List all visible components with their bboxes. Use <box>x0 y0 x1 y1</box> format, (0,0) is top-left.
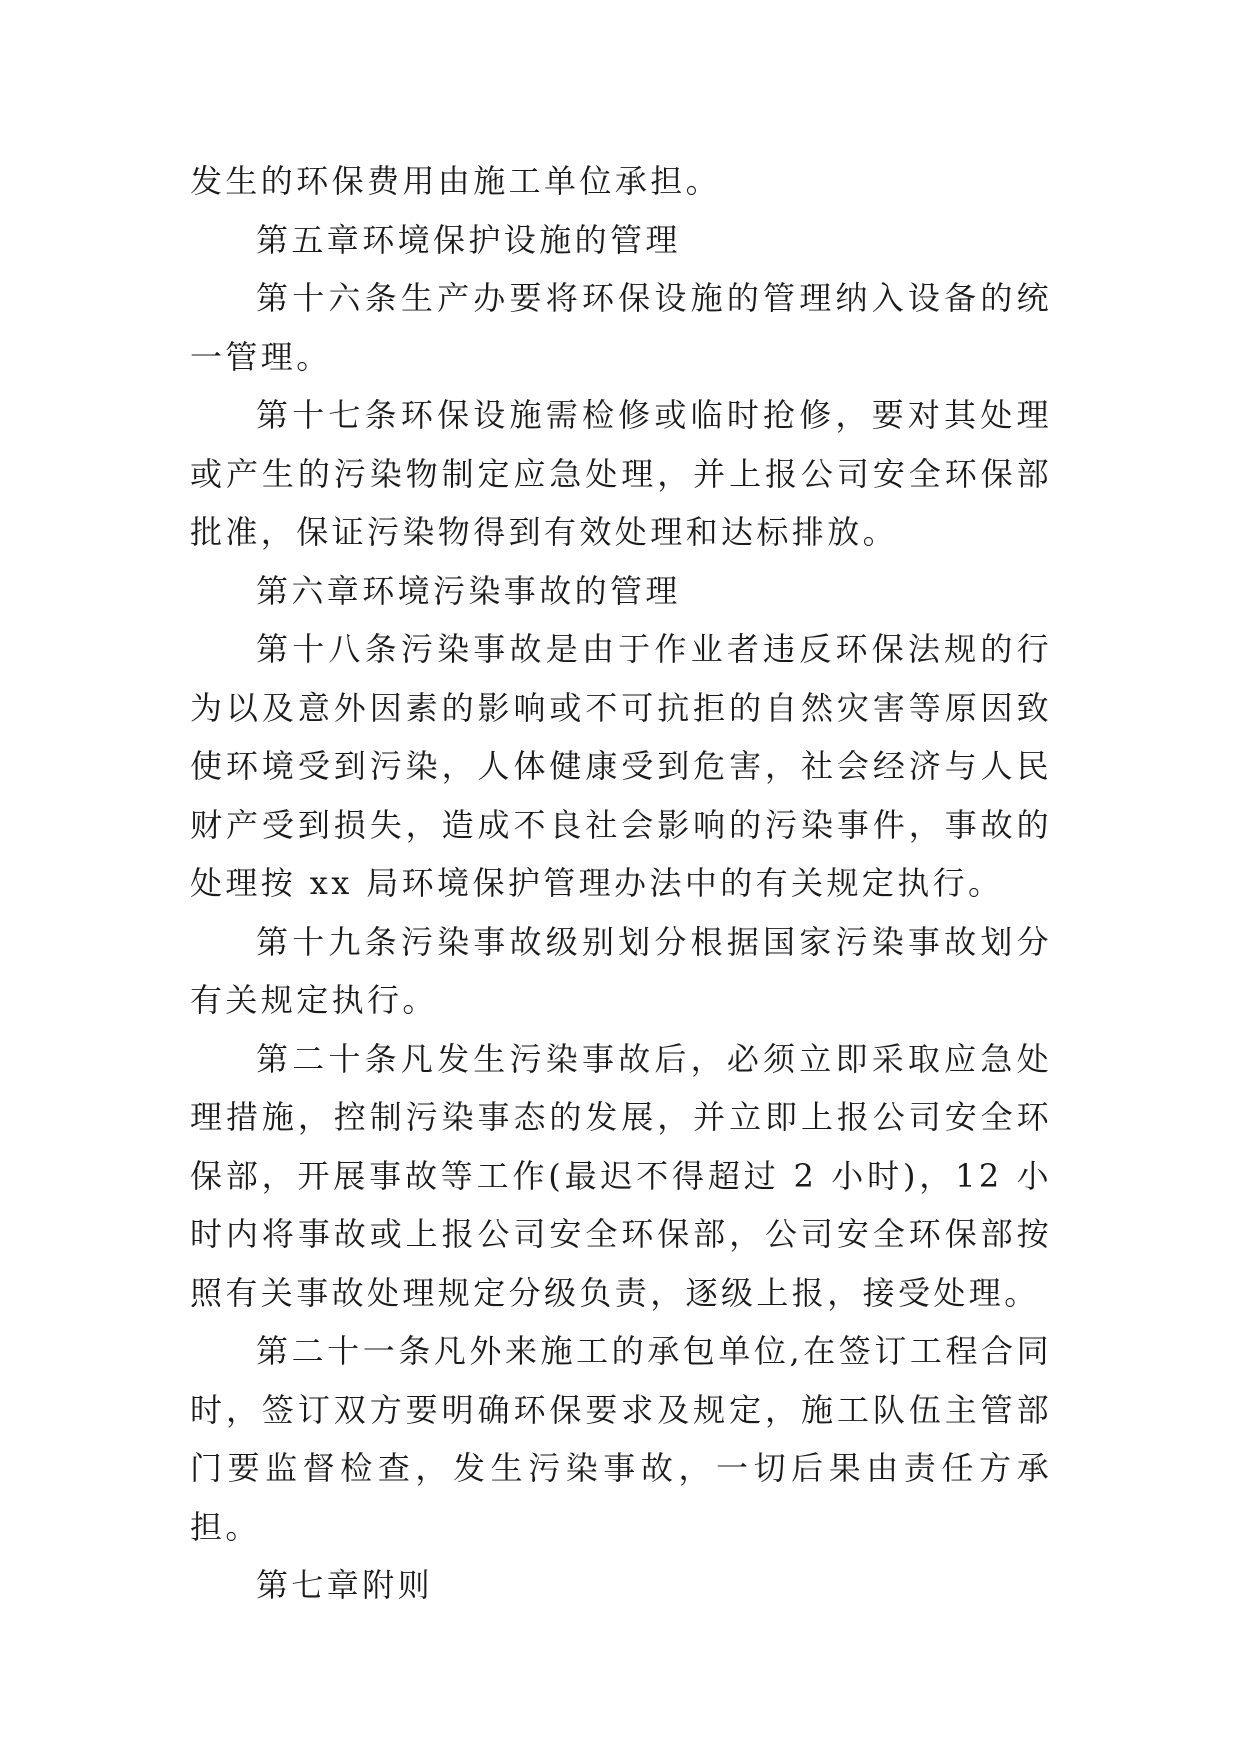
paragraph-article-17: 第十七条环保设施需检修或临时抢修，要对其处理或产生的污染物制定应急处理，并上报公司安全环保部批准，保证污染物得到有效处理和达标排放。 <box>190 396 1052 551</box>
paragraph-environmental-costs: 发生的环保费用由施工单位承担。 <box>190 162 722 200</box>
document-body <box>190 152 1052 1615</box>
paragraph-article-19: 第十九条污染事故级别划分根据国家污染事故划分有关规定执行。 <box>190 922 1052 1019</box>
heading-chapter-6: 第六章环境污染事故的管理 <box>256 571 681 610</box>
paragraph-article-20: 第二十条凡发生污染事故后，必须立即采取应急处理措施，控制污染事态的发展，并立即上报公司安全环保部，开展事故等工作(最迟不得超过 2 小时)，12 小时内将事故或上报公司安全环保部，公司安全环保部按照有关事故处理规定分级负责，逐级上报，接受处理。 <box>190 1039 1052 1312</box>
paragraph-article-18: 第十八条污染事故是由于作业者违反环保法规的行为以及意外因素的影响或不可抗拒的自然灾害等原因致使环境受到污染，人体健康受到危害，社会经济与人民财产受到损失，造成不良社会影响的污染事件，事故的处理按 xx 局环境保护管理办法中的有关规定执行。 <box>190 630 1052 902</box>
heading-chapter-5: 第五章环境保护设施的管理 <box>256 220 681 259</box>
paragraph-article-16: 第十六条生产办要将环保设施的管理纳入设备的统一管理。 <box>190 279 1052 376</box>
heading-chapter-7: 第七章附则 <box>256 1566 434 1604</box>
paragraph-article-21: 第二十一条凡外来施工的承包单位,在签订工程合同时，签订双方要明确环保要求及规定，施工队伍主管部门要监督检查，发生污染事故，一切后果由责任方承担。 <box>190 1332 1052 1546</box>
